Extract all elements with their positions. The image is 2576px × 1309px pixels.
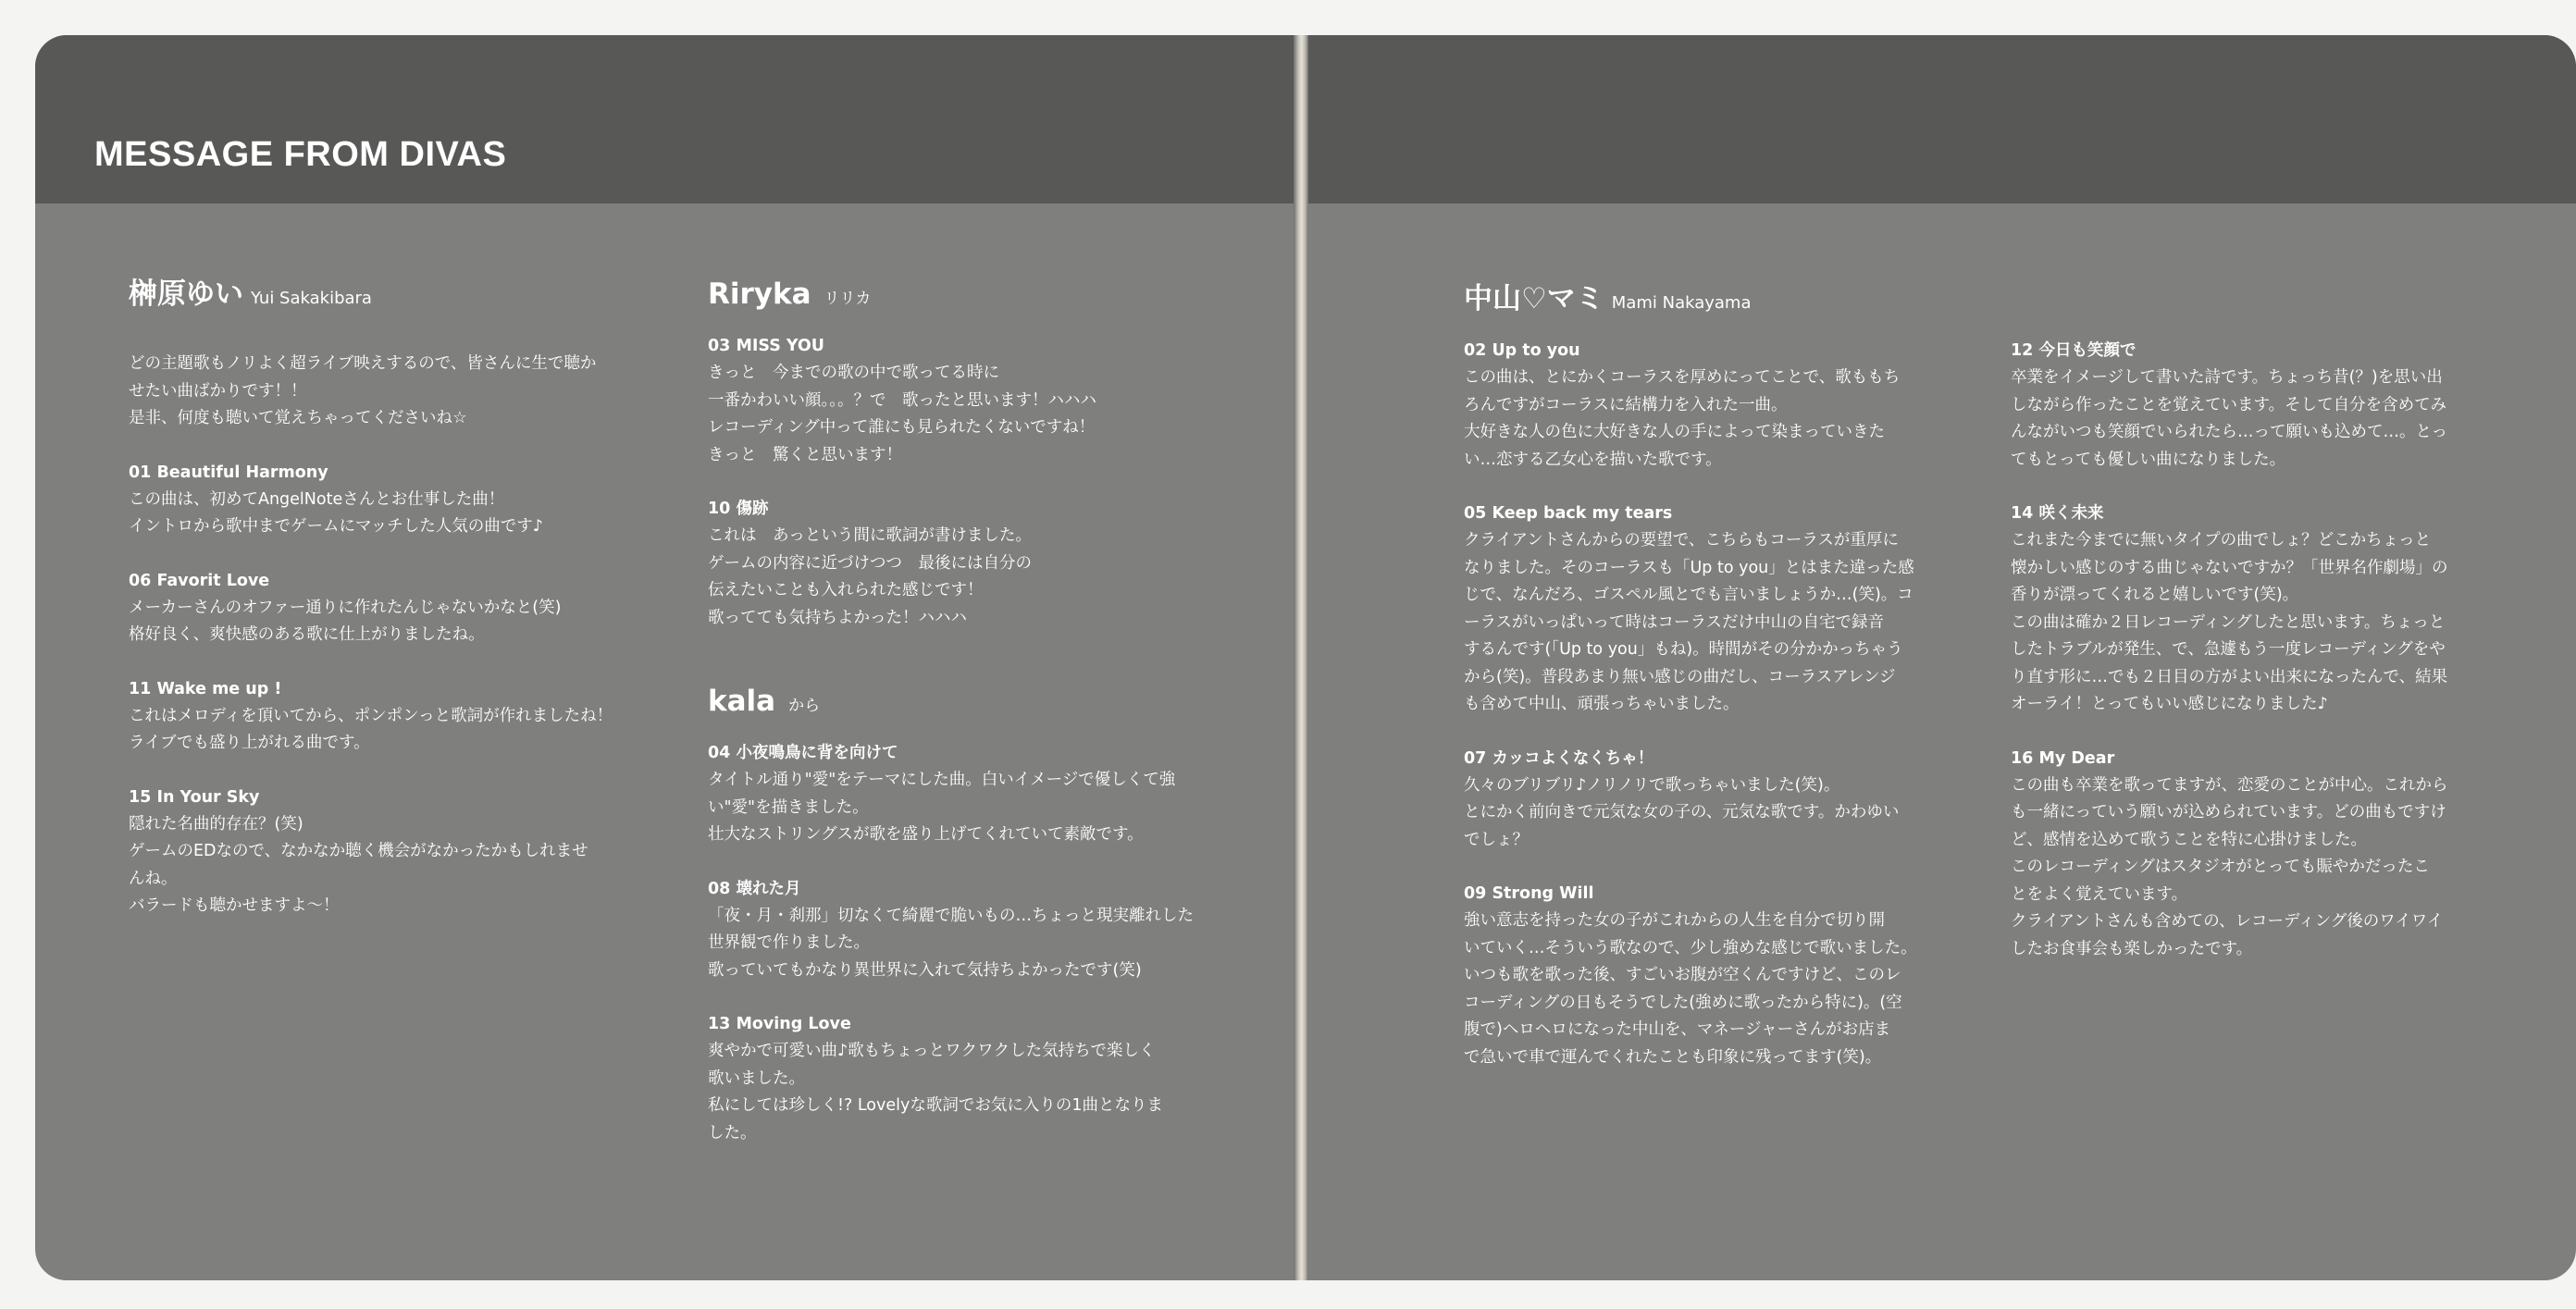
song-title: 06 Favorit Love	[129, 571, 270, 590]
artist-section-riryka	[708, 278, 1208, 1147]
song-comment: 卒業をイメージして書いた詩です。ちょっち昔(？)を思い出 しながら作ったことを覚えています。そして自分を含めてみ んながいつも笑顔でいられたら…って願いも込めて…。とっ てもとっても優しい曲になりました。	[2011, 368, 2448, 469]
artist-name: 榊原ゆい Yui Sakakibara	[129, 278, 372, 311]
song-entry	[129, 784, 628, 920]
song-entry	[129, 460, 628, 541]
artist-kana: から	[788, 697, 821, 716]
song-title: 04 小夜鳴鳥に背を向けて	[708, 744, 898, 763]
artist-section-yui	[129, 278, 628, 920]
artist-section-mami	[1464, 282, 1926, 1071]
song-entry	[1464, 881, 1926, 1071]
song-comment: クライアントさんからの要望で、こちらもコーラスが重厚に なりました。そのコーラスも「Up to you」とはまた違った感 じで、なんだろ、ゴスペル風とでも言いましょうか…(笑)。コ ーラスがいっぱいって時はコーラスだけ中山の自宅で録音 するんです(「Up to you」もね)。時間がその分かかっちゃう から(笑)。普段あまり無い感じの曲だし、コーラスアレンジ も含めて中山、頑張っちゃいました。	[1464, 531, 1914, 714]
song-title: 14 咲く未来	[2011, 504, 2104, 523]
song-title: 15 In Your Sky	[129, 787, 260, 807]
song-entry	[708, 1011, 1208, 1147]
song-comment: 強い意志を持った女の子がこれからの人生を自分で切り開 いていく…そういう歌なので、少し強めな感じで歌いました。 いつも歌を歌った後、すごいお腹が空くんですけど、このレ コーディングの日もそうでした(強めに歌ったから特に)。(空 腹で)ヘロヘロになった中山を、マネージャーさんがお店ま で急いで車で運んでくれたことも印象に残ってます(笑)。	[1464, 911, 1917, 1067]
song-title: 07 カッコよくなくちゃ！	[1464, 748, 1654, 768]
song-comment: この曲は、初めてAngelNoteさんとお仕事した曲！ イントロから歌中までゲームにマッチした人気の曲です♪	[129, 489, 543, 537]
song-comment: きっと 今までの歌の中で歌ってる時に 一番かわいい顔。。。？で 歌ったと思います！ハハハ レコーディング中って誰にも見られたくないですね！ きっと 驚くと思います！	[708, 364, 1096, 464]
song-comment: メーカーさんのオファー通りに作れたんじゃないかなと(笑) 格好良く、爽快感のある歌に仕上がりましたね。	[129, 598, 562, 645]
header-band	[1308, 35, 2576, 204]
song-title: 02 Up to you	[1464, 341, 1580, 361]
song-comment: タイトル通り"愛"をテーマにした曲。白いイメージで優しくて強 い"愛"を描きました。 壮大なストリングスが歌を盛り上げてくれていて素敵です。	[708, 771, 1176, 845]
artist-name: kala から	[708, 685, 821, 719]
artist-intro: どの主題歌もノリよく超ライブ映えするので、皆さんに生で聴か せたい曲ばかりです！！ 是非、何度も聴いて覚えちゃってくださいね☆	[129, 354, 597, 428]
song-entry	[1464, 746, 1926, 855]
song-comment: 久々のブリブリ♪ノリノリで歌っちゃいました(笑)。 とにかく前向きで元気な女の子の、元気な歌です。かわゆい でしょ？	[1464, 775, 1900, 849]
song-comment: この曲は、とにかくコーラスを厚めにってことで、歌ももち ろんですがコーラスに結構力を入れた一曲。 大好きな人の色に大好きな人の手によって染まっていきた い…恋する乙女心を描いた歌です。	[1464, 368, 1901, 469]
header-band	[35, 35, 1294, 204]
song-entry	[1464, 338, 1926, 474]
song-entry	[708, 740, 1208, 849]
song-entry	[2011, 338, 2473, 474]
song-title: 11 Wake me up !	[129, 679, 282, 698]
song-comment: これはメロディを頂いてから、ポンポンっと歌詞が作れましたね！ ライブでも盛り上がれる曲です。	[129, 706, 613, 753]
song-title: 12 今日も笑顔で	[2011, 341, 2136, 360]
song-entry	[1464, 500, 1926, 719]
page-title: MESSAGE FROM DIVAS	[94, 135, 507, 174]
song-title: 09 Strong Will	[1464, 884, 1594, 904]
song-comment: これまた今までに無いタイプの曲でしょ？どこかちょっと 懐かしい感じのする曲じゃないですか？「世界名作劇場」の 香りが漂ってくれると嬉しいです(笑)。 この曲は確か２日レコーディングしたと思います。ちょっと したトラブルが発生、で、急遽もう一度レコーディングをや り直す形に…でも２日目の方がよい出来になったんで、結果 オーライ！とってもいい感じになりました♪	[2011, 531, 2448, 713]
artist-name: 中山♡マミ Mami Nakayama	[1464, 282, 1752, 315]
song-entry	[2011, 746, 2473, 964]
artist-section-kala	[708, 685, 1208, 1147]
song-title: 03 MISS YOU	[708, 337, 825, 356]
song-entry	[708, 876, 1208, 985]
song-title: 01 Beautiful Harmony	[129, 463, 328, 482]
song-entry	[2011, 500, 2473, 719]
song-title: 13 Moving Love	[708, 1015, 851, 1034]
artist-romaji: Yui Sakakibara	[251, 289, 372, 308]
song-comment: 爽やかで可愛い曲♪歌もちょっとワクワクした気持ちで楽しく 歌いました。 私にしては珍しく!? Lovelyな歌詞でお気に入りの1曲となりま した。	[708, 1042, 1163, 1142]
song-entry	[708, 496, 1208, 632]
artist-section-mami-continued	[2011, 338, 2473, 963]
song-comment: 隠れた名曲的存在？(笑) ゲームのEDなので、なかなか聴く機会がなかったかもしれませ んね。 バラードも聴かせますよ～！	[129, 814, 588, 916]
song-entry	[129, 676, 628, 758]
artist-name: Riryka リリカ	[708, 278, 872, 311]
song-comment: 「夜・月・刹那」切なくて綺麗で脆いもの…ちょっと現実離れした 世界観で作りました。 歌っていてもかなり異世界に入れて気持ちよかったです(笑)	[708, 906, 1194, 980]
song-comment: この曲も卒業を歌ってますが、恋愛のことが中心。これから も一緒にっていう願いが込められています。どの曲もですけ ど、感情を込めて歌うことを特に心掛けました。 このレコーディングはスタジオがとっても賑やかだったこ とをよく覚えています。 クライアントさんも含めての、レコーディング後のワイワイ したお食事会も楽しかったです。	[2011, 775, 2448, 958]
artist-romaji: Mami Nakayama	[1611, 293, 1752, 313]
song-entry	[129, 568, 628, 649]
song-title: 16 My Dear	[2011, 748, 2115, 768]
song-title: 05 Keep back my tears	[1464, 504, 1673, 524]
song-comment: これは あっという間に歌詞が書けました。 ゲームの内容に近づけつつ 最後には自分の 伝えたいことも入れられた感じです！ 歌ってても気持ちよかった！ハハハ	[708, 526, 1032, 627]
song-entry	[708, 333, 1208, 469]
song-title: 10 傷跡	[708, 500, 769, 519]
song-title: 08 壊れた月	[708, 879, 801, 898]
artist-kana: リリカ	[824, 290, 872, 308]
booklet-spine	[1294, 35, 1308, 1280]
